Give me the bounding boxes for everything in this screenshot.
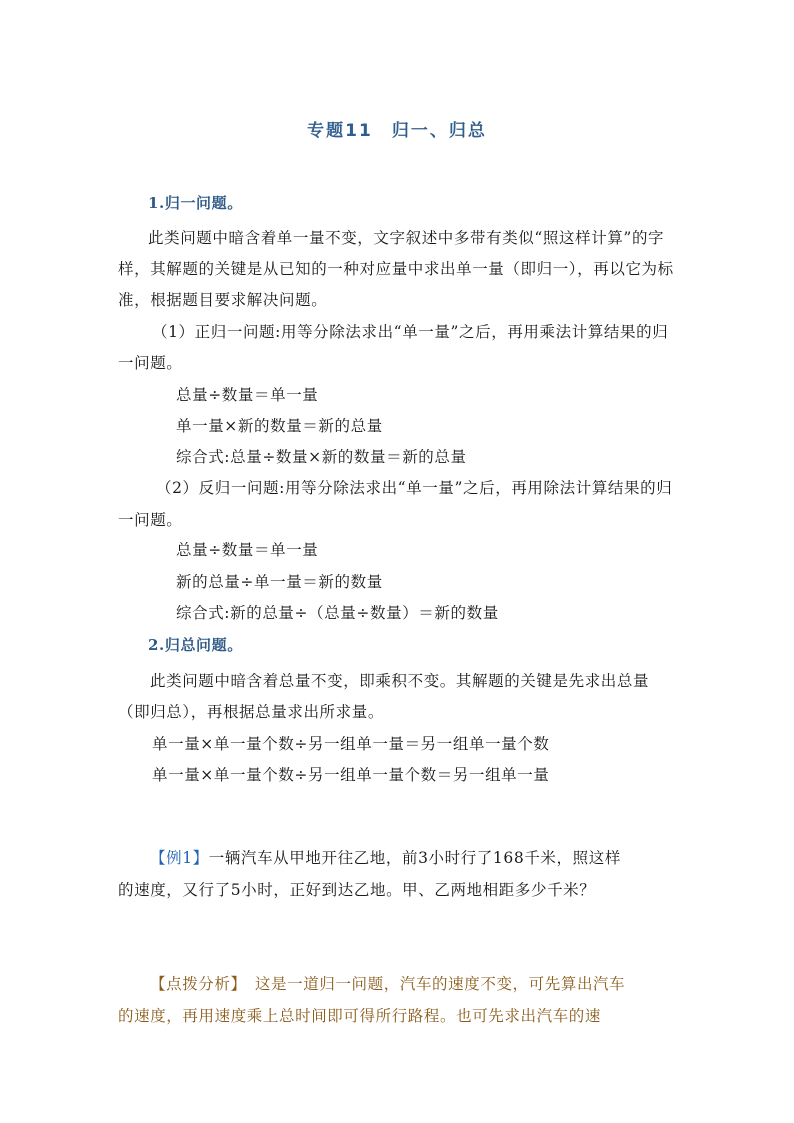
analysis-text-1: 这是一道归一问题，汽车的速度不变，可先算出汽车 <box>238 975 626 993</box>
positive-desc-line-1: （1）正归一问题:用等分除法求出“单一量”之后，再用乘法计算结果的归 <box>152 323 669 341</box>
page-title: 专题11 归一、归总 <box>307 121 487 141</box>
section1-intro-line-2: 样，其解题的关键是从已知的一种对应量中求出单一量（即归一），再以它为标 <box>118 260 674 278</box>
positive-formula-2: 单一量×新的数量＝新的总量 <box>176 417 383 435</box>
reverse-desc-line-1: （2）反归一问题:用等分除法求出“单一量”之后，再用除法计算结果的归 <box>156 479 673 497</box>
section1-intro-line-3: 准，根据题目要求解决问题。 <box>118 291 328 309</box>
example1-text-1: 一辆汽车从甲地开往乙地，前3小时行了168千米，照这样 <box>208 849 621 867</box>
section1-intro-line-1: 此类问题中暗含着单一量不变，文字叙述中多带有类似“照这样计算”的字 <box>148 229 665 247</box>
analysis-text-2: 的速度，再用速度乘上总时间即可得所行路程。也可先求出汽车的速 <box>118 1007 602 1025</box>
analysis-tag: 【点拨分析】 <box>150 975 239 993</box>
example1-line-1 <box>150 846 621 868</box>
section1-heading: 1.归一问题。 <box>148 194 243 212</box>
positive-desc-line-2: 一问题。 <box>118 354 183 372</box>
positive-formula-3: 综合式:总量÷数量×新的数量＝新的总量 <box>176 448 467 466</box>
section2-intro-line-2: （即归总），再根据总量求出所求量。 <box>118 703 384 721</box>
reverse-desc-line-2: 一问题。 <box>118 511 183 529</box>
section2-heading: 2.归总问题。 <box>148 636 243 654</box>
section2-formula-1: 单一量×单一量个数÷另一组单一量＝另一组单一量个数 <box>152 735 550 753</box>
example1-tag: 【例1】 <box>150 849 209 867</box>
reverse-formula-3: 综合式:新的总量÷（总量÷数量）＝新的数量 <box>176 604 499 622</box>
positive-formula-1: 总量÷数量＝单一量 <box>176 386 319 404</box>
section2-intro-line-1: 此类问题中暗含着总量不变，即乘积不变。其解题的关键是先求出总量 <box>150 672 650 690</box>
analysis-line-1 <box>150 972 625 994</box>
reverse-formula-2: 新的总量÷单一量＝新的数量 <box>176 573 383 591</box>
reverse-formula-1: 总量÷数量＝单一量 <box>176 541 319 559</box>
section2-formula-2: 单一量×单一量个数÷另一组单一量个数＝另一组单一量 <box>152 766 550 784</box>
example1-text-2: 的速度，又行了5小时，正好到达乙地。甲、乙两地相距多少千米？ <box>118 881 596 899</box>
